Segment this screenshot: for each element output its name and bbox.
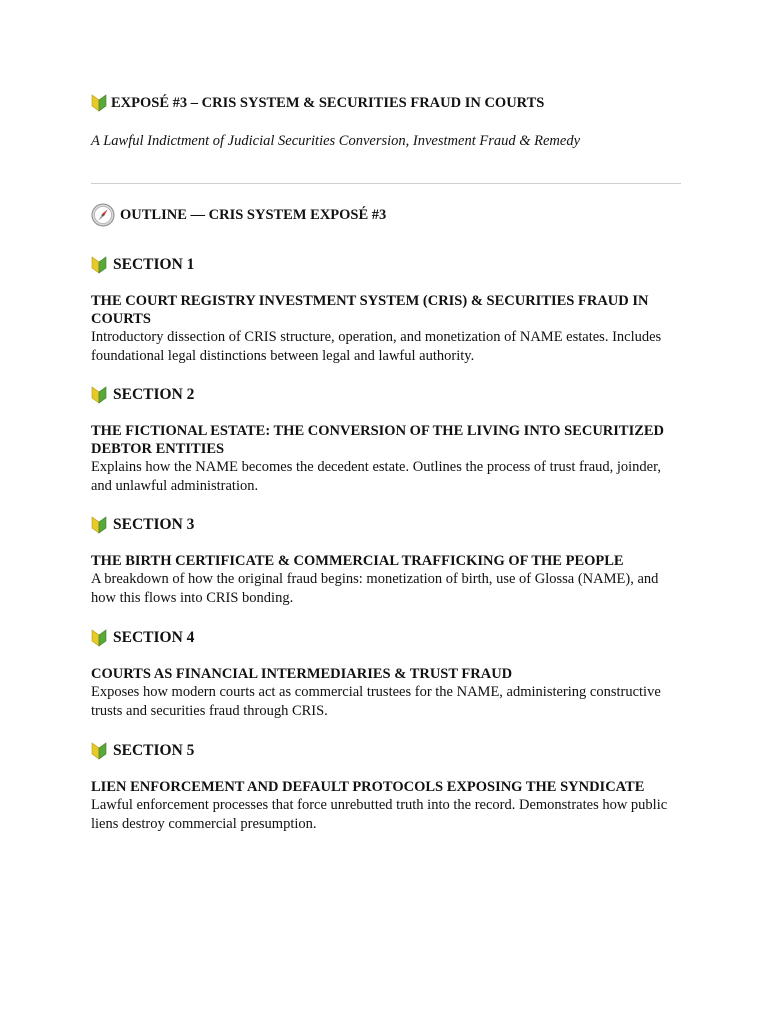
section-heading-row — [91, 383, 681, 407]
section-heading-row — [91, 513, 681, 537]
beginner-leaf-icon — [91, 94, 107, 112]
section-heading-row — [91, 626, 681, 650]
beginner-leaf-icon — [91, 629, 107, 647]
outline-heading-row — [91, 203, 386, 227]
document-title: EXPOSÉ #3 – CRIS SYSTEM & SECURITIES FRAUD IN COURTS — [111, 94, 545, 111]
beginner-leaf-icon — [91, 256, 107, 274]
section-title: COURTS AS FINANCIAL INTERMEDIARIES & TRUST FRAUD — [91, 666, 513, 682]
outline-section — [91, 513, 681, 607]
beginner-leaf-icon — [91, 516, 107, 534]
section-description: A breakdown of how the original fraud begins: monetization of birth, use of Glossa (NAME), and how this flows into CRIS bonding. — [91, 571, 659, 606]
section-heading: SECTION 2 — [113, 386, 195, 403]
section-heading: SECTION 5 — [113, 742, 195, 759]
document-subtitle: A Lawful Indictment of Judicial Securities Conversion, Investment Fraud & Remedy — [91, 133, 581, 149]
outline-section — [91, 739, 681, 833]
outline-heading: OUTLINE — CRIS SYSTEM EXPOSÉ #3 — [120, 206, 387, 223]
section-heading: SECTION 1 — [113, 256, 195, 273]
section-description: Lawful enforcement processes that force unrebutted truth into the record. Demonstrates how public liens destroy commercial presumption. — [91, 797, 668, 832]
section-title: THE COURT REGISTRY INVESTMENT SYSTEM (CRIS) & SECURITIES FRAUD IN COURTS — [91, 293, 649, 327]
beginner-leaf-icon — [91, 386, 107, 404]
section-description: Introductory dissection of CRIS structure, operation, and monetization of NAME estates. Includes foundational legal distinctions between legal and lawful authority. — [91, 329, 662, 364]
outline-section — [91, 626, 681, 720]
section-heading-row — [91, 739, 681, 763]
section-heading: SECTION 4 — [113, 629, 195, 646]
outline-section — [91, 383, 681, 495]
document-title-row — [91, 94, 544, 112]
section-title: THE BIRTH CERTIFICATE & COMMERCIAL TRAFFICKING OF THE PEOPLE — [91, 553, 624, 569]
section-description: Explains how the NAME becomes the decedent estate. Outlines the process of trust fraud, joinder, and unlawful administration. — [91, 459, 661, 494]
compass-icon — [91, 203, 115, 227]
section-title: THE FICTIONAL ESTATE: THE CONVERSION OF THE LIVING INTO SECURITIZED DEBTOR ENTITIES — [91, 423, 665, 457]
section-heading: SECTION 3 — [113, 516, 195, 533]
beginner-leaf-icon — [91, 742, 107, 760]
section-heading-row — [91, 253, 681, 277]
section-description: Exposes how modern courts act as commercial trustees for the NAME, administering constructive trusts and securities fraud through CRIS. — [91, 684, 661, 719]
outline-section — [91, 253, 681, 365]
horizontal-divider — [91, 183, 681, 184]
section-title: LIEN ENFORCEMENT AND DEFAULT PROTOCOLS EXPOSING THE SYNDICATE — [91, 779, 645, 795]
